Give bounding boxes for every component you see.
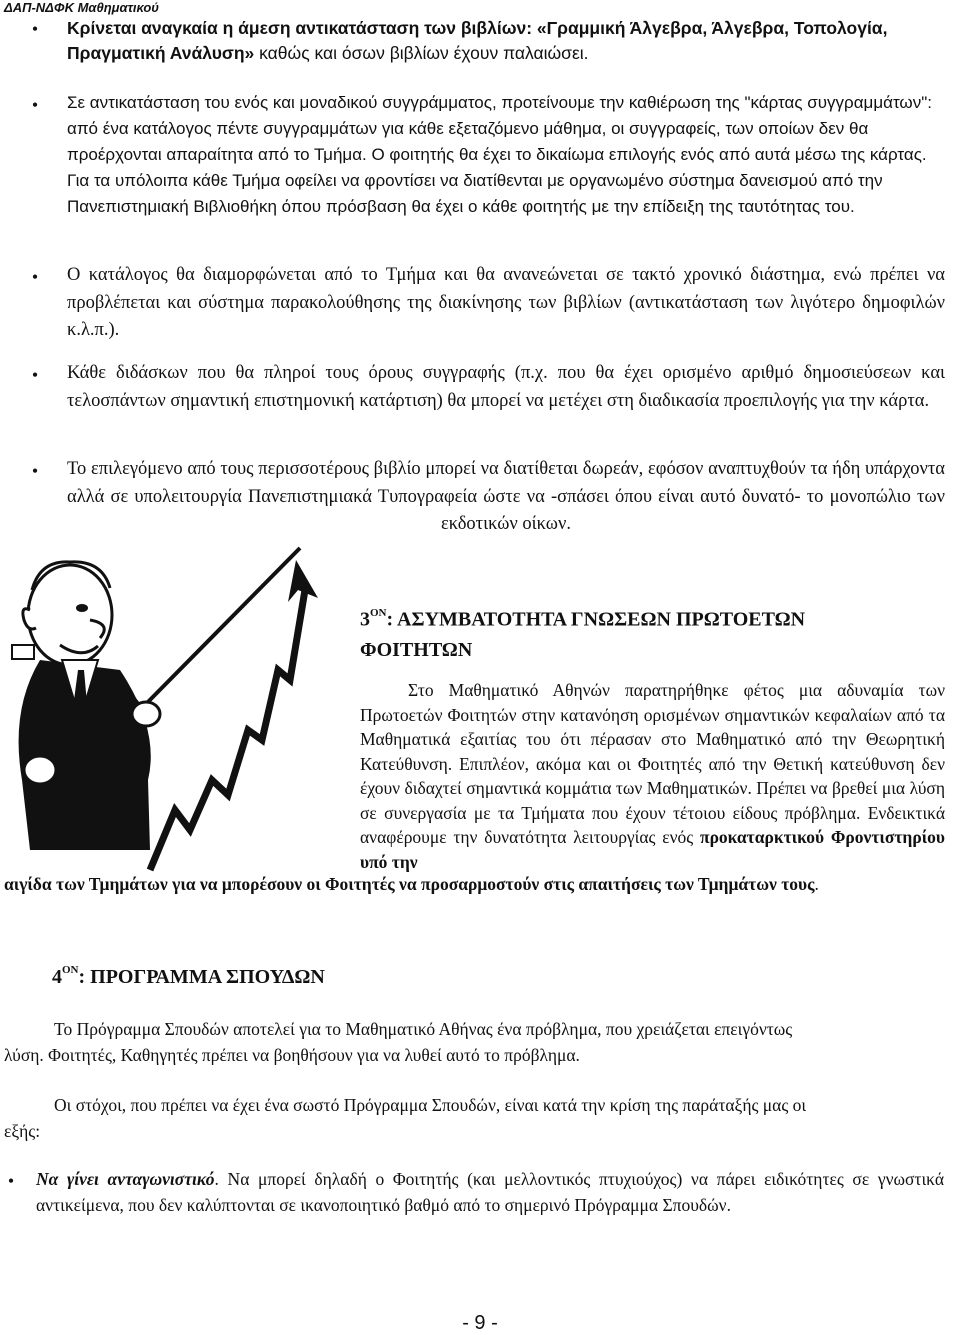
bullet-dot: •	[7, 1171, 15, 1191]
bullet-dot: •	[31, 365, 39, 385]
bullet-dot: •	[31, 19, 39, 39]
section-3-body-bold: προκαταρκτικού Φροντιστηρίου υπό την	[360, 827, 945, 872]
section-3-title-line1: $3^{ON}$: ΑΣΥΜΒΑΤΟΤΗΤΑ ΓΝΩΣΕΩΝ ΠΡΩΤΟΕΤΩΝ	[360, 607, 806, 631]
bullet-catalog: Ο κατάλογος θα διαμορφώνεται από το Τμήμα και θα ανανεώνεται σε τακτό χρονικό διάστημα, ενώ πρέπει να προβλέπεται και σύστημα παρακολούθησης της διακίνησης των βιβλίων (αντικατάσταση των λιγότερο δημοφιλών κ.λ.π.).	[67, 265, 945, 340]
competitive-bold-italic: Να γίνει ανταγωνιστικό	[36, 1169, 215, 1189]
bullet-instructors: Κάθε διδάσκων που θα πληροί τους όρους συγγραφής (π.χ. που θα έχει ορισμένο αριθμό δημοσιεύσεων και τελοσπάντων σημαντική επιστημονική κατάρτιση) θα μπορεί να μετέχει στη διαδικασία προεπιλογής για την κάρτα.	[67, 363, 945, 411]
presenter-cartoon-illustration	[0, 520, 360, 880]
bullet-free-book: Το επιλεγόμενο από τους περισσοτέρους βιβλίο μπορεί να διατίθεται δωρεάν, εφόσον αναπτυχθούν τα ήδη υπάρχοντα αλλά σε υπολειτουργία Πανεπιστημιακά Τυπογραφεία ώστε να -σπάσει όπου είναι αυτό δυνατό- το μονοπώλιο των εκδοτικών οίκων.	[67, 459, 945, 534]
bullet-card-proposal: Σε αντικατάσταση του ενός και μοναδικού συγγράμματος, προτείνουμε την καθιέρωση της "κάρτας συγγραμμάτων": από ένα κατάλογος πέντε συγγραμμάτων για κάθε εξεταζόμενο μάθημα, οι συγγραφείς, των οποίων δεν θα προέρχονται απαραίτητα από το Τμήμα. Ο φοιτητής θα έχει το δικαίωμα επιλογής ενός από αυτά μέσω της κάρτας. Για τα υπόλοιπα κάθε Τμήμα οφείλει να φροντίσει να διατίθενται με οργανωμένο σύστημα δανεισμού από την Πανεπιστημιακή Βιβλιοθήκη όπου πρόσβαση θα έχει ο κάθε φοιτητής με την επίδειξη της ταυτότητας του.	[67, 93, 932, 216]
section-3-body: Στο Μαθηματικό Αθηνών παρατηρήθηκε φέτος μια αδυναμία των Πρωτοετών Φοιτητών στην κατανόηση ορισμένων σημαντικών κεφαλαίων από τα Μαθηματικά εξαιτίας του ότι πέρασαν στο Μαθηματικό από την Θεωρητική Κατεύθυνση. Επιπλέον, ακόμα και οι Φοιτητές από την Θετική κατεύθυνση δεν έχουν διδαχτεί σημαντικά κομμάτια των Μαθηματικών. Πρέπει να βρεθεί μια λύση σε συνεργασία με τα Τμήματα που έχουν τέτοιου είδους πρόβλημα. Ενδεικτικά αναφέρουμε την δυνατότητα λειτουργίας ενός προκαταρκτικού Φροντιστηρίου υπό την	[360, 680, 945, 872]
page-header: ΔΑΠ-ΝΔΦΚ Μαθηματικού	[4, 0, 159, 15]
section-4-p1-line2: λύση. Φοιτητές, Καθηγητές πρέπει να βοηθήσουν για να λυθεί αυτό το πρόβλημα.	[4, 1045, 580, 1065]
section-4-title: $4^{ON}$: ΠΡΟΓΡΑΜΜΑ ΣΠΟΥΔΩΝ	[52, 964, 325, 988]
competitive-rest: . Να μπορεί δηλαδή ο Φοιτητής (και μελλοντικός πτυχιούχος) να πάρει ειδικότητες σε γνωστικά αντικείμενα, που δεν καλύπτονται σε ικανοποιητικό βαθμό από το σημερινό Πρόγραμμα Σπουδών.	[36, 1169, 945, 1215]
section-3-title-line2: ΦΟΙΤΗΤΩΝ	[360, 638, 473, 661]
page-number: - 9 -	[462, 1312, 498, 1334]
books-list-rest: καθώς και όσων βιβλίων έχουν παλαιώσει.	[254, 43, 589, 63]
section-3-title	[360, 600, 950, 665]
section-4-paragraph-1	[4, 1016, 948, 1068]
bullet-dot: •	[31, 267, 39, 287]
bullet-books-line1: Κρίνεται αναγκαία η άμεση αντικατάσταση των βιβλίων: «Γραμμική Άλγεβρα, Άλγεβρα, Τοπολογία,	[67, 18, 888, 38]
bullet-dot: •	[31, 95, 39, 115]
bullet-dot: •	[31, 461, 39, 481]
bullet-books-replacement	[67, 16, 945, 66]
section-4-p2-line1: Οι στόχοι, που πρέπει να έχει ένα σωστό Πρόγραμμα Σπουδών, είναι κατά την κρίση της παράταξής μας οι	[54, 1095, 807, 1115]
section-3-last-line: αιγίδα των Τμημάτων για να μπορέσουν οι Φοιτητές να προσαρμοστούν στις απαιτήσεις των Τμημάτων τους.	[4, 874, 819, 894]
section-4-p2-line2: εξής:	[4, 1121, 41, 1141]
section-4-bullet-competitive	[36, 1166, 944, 1218]
books-list-bold: Πραγματική Ανάλυση»	[67, 43, 255, 63]
section-4-paragraph-2	[4, 1092, 948, 1144]
section-4-p1-line1: Το Πρόγραμμα Σπουδών αποτελεί για το Μαθηματικό Αθήνας ένα πρόβλημα, που χρειάζεται επειγόντως	[54, 1019, 793, 1039]
bullet-books-line2	[67, 41, 945, 66]
